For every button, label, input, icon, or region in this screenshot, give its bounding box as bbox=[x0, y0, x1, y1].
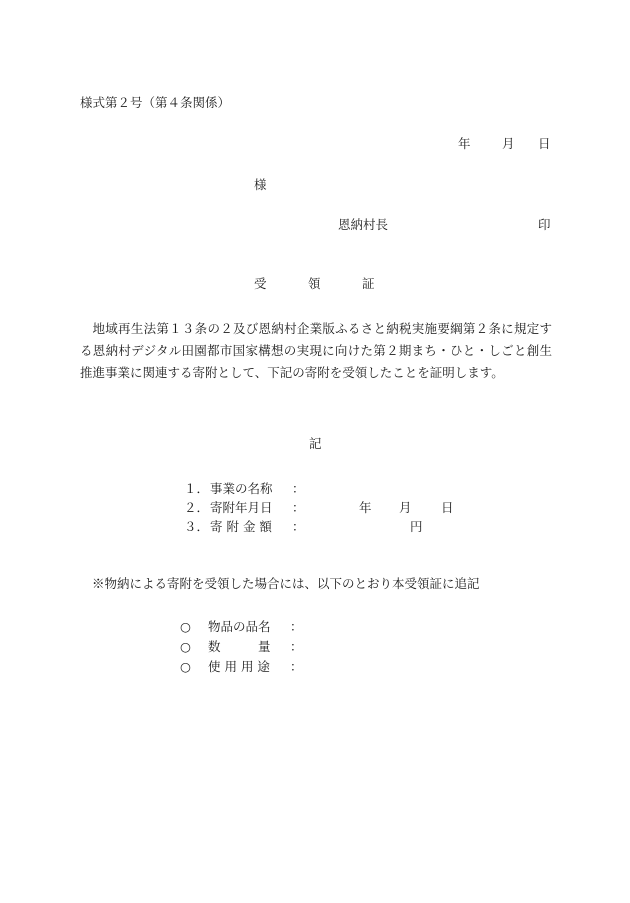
goods-label: 使 用 用 途 bbox=[208, 659, 270, 674]
goods-usage-row bbox=[180, 657, 310, 677]
item-label: 事業の名称 bbox=[210, 481, 273, 496]
title-char-2: 領 bbox=[308, 276, 321, 291]
goods-label: 数 量 bbox=[208, 639, 271, 654]
item-colon: ： bbox=[292, 481, 305, 496]
goods-colon: ： bbox=[290, 659, 303, 674]
seal-mark: 印 bbox=[538, 217, 551, 232]
certificate-body: 地域再生法第１３条の２及び恩納村企業版ふるさと納税実施要綱第２条に規定する恩納村デジタル田園都市国家構想の実現に向けた第２期まち・ひと・しごと創生推進事業に関連する寄附として、下記の寄附を受領したことを証明します。 bbox=[80, 321, 552, 380]
goods-label: 物品の品名 bbox=[208, 619, 271, 634]
issue-date bbox=[458, 138, 551, 151]
item-number: ３． bbox=[184, 519, 210, 534]
donation-day: 日 bbox=[441, 500, 454, 515]
circle-bullet: ○ bbox=[180, 659, 191, 674]
title-char-1: 受 bbox=[254, 276, 267, 291]
item-donation-date bbox=[184, 498, 454, 517]
item-colon: ： bbox=[292, 500, 305, 515]
date-year: 年 bbox=[458, 136, 471, 151]
item-label: 寄附年月日 bbox=[210, 500, 273, 515]
in-kind-goods bbox=[180, 617, 310, 677]
goods-name-row bbox=[180, 617, 310, 637]
item-number: ２． bbox=[184, 500, 210, 515]
in-kind-note: ※物納による寄附を受領した場合には、以下のとおり本受領証に追記 bbox=[92, 576, 480, 591]
addressee-suffix: 様 bbox=[254, 177, 267, 192]
donation-month: 月 bbox=[399, 500, 412, 515]
item-label: 寄 附 金 額 bbox=[210, 519, 272, 534]
item-project-name bbox=[184, 479, 454, 498]
issuer-name: 恩納村長 bbox=[338, 217, 389, 232]
item-colon: ： bbox=[292, 519, 305, 534]
donation-year: 年 bbox=[359, 500, 372, 515]
circle-bullet: ○ bbox=[180, 619, 191, 634]
goods-colon: ： bbox=[290, 619, 303, 634]
amount-unit: 円 bbox=[410, 519, 423, 534]
date-day: 日 bbox=[538, 136, 551, 151]
ki-heading: 記 bbox=[309, 436, 322, 451]
date-month: 月 bbox=[502, 136, 515, 151]
goods-colon: ： bbox=[290, 639, 303, 654]
document-title bbox=[254, 278, 375, 291]
item-donation-amount bbox=[184, 517, 454, 536]
item-number: １． bbox=[184, 481, 210, 496]
circle-bullet: ○ bbox=[180, 639, 191, 654]
donation-items bbox=[184, 479, 454, 536]
goods-quantity-row bbox=[180, 637, 310, 657]
form-number: 様式第２号（第４条関係） bbox=[80, 95, 231, 110]
title-char-3: 証 bbox=[362, 276, 375, 291]
